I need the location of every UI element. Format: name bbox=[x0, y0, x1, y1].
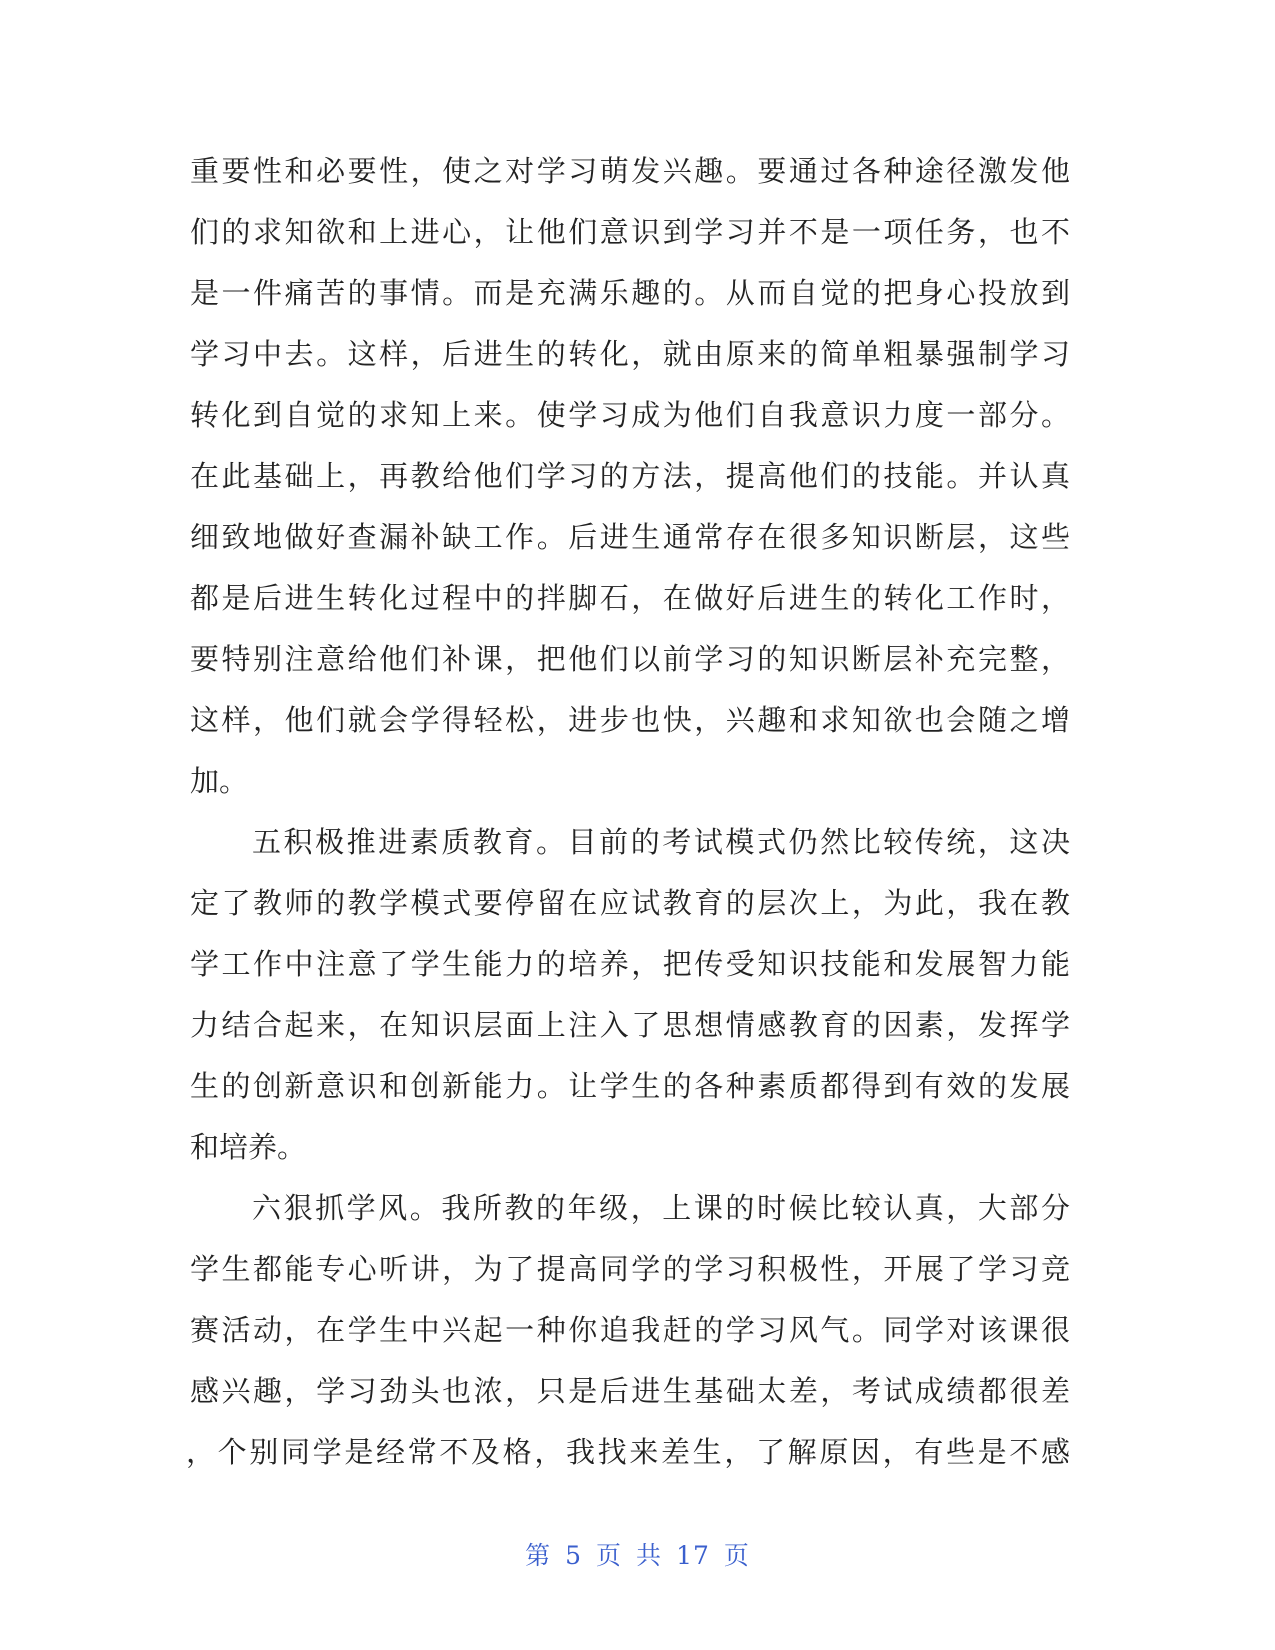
text-line: 在此基础上，再教给他们学习的方法，提高他们的技能。并认真 bbox=[190, 459, 1070, 493]
text-line: 定了教师的教学模式要停留在应试教育的层次上，为此，我在教 bbox=[190, 886, 1070, 920]
text-line-paragraph-start: 六狠抓学风。我所教的年级，上课的时候比较认真，大部分 bbox=[252, 1191, 1070, 1225]
text-line: 要特别注意给他们补课，把他们以前学习的知识断层补充完整， bbox=[190, 642, 1070, 676]
text-line-paragraph-end: 和培养。 bbox=[190, 1130, 307, 1164]
text-line: 们的求知欲和上进心，让他们意识到学习并不是一项任务，也不 bbox=[190, 215, 1070, 249]
footer-label-total: 共 bbox=[636, 1541, 663, 1570]
document-body bbox=[186, 141, 1070, 1483]
text-line-paragraph-end: 加。 bbox=[190, 764, 249, 798]
footer-label-total-unit: 页 bbox=[723, 1541, 750, 1570]
text-line: ，个别同学是经常不及格，我找来差生，了解原因，有些是不感 bbox=[186, 1435, 1070, 1469]
text-line: 是一件痛苦的事情。而是充满乐趣的。从而自觉的把身心投放到 bbox=[190, 276, 1070, 310]
current-page-number: 5 bbox=[565, 1541, 583, 1570]
text-line: 感兴趣，学习劲头也浓，只是后进生基础太差，考试成绩都很差 bbox=[190, 1374, 1070, 1408]
text-line: 生的创新意识和创新能力。让学生的各种素质都得到有效的发展 bbox=[190, 1069, 1070, 1103]
text-line: 重要性和必要性，使之对学习萌发兴趣。要通过各种途径激发他 bbox=[190, 154, 1070, 188]
total-pages-number: 17 bbox=[676, 1541, 710, 1570]
text-line: 赛活动，在学生中兴起一种你追我赶的学习风气。同学对该课很 bbox=[190, 1313, 1070, 1347]
text-line: 这样，他们就会学得轻松，进步也快，兴趣和求知欲也会随之增 bbox=[190, 703, 1070, 737]
text-line: 学生都能专心听讲，为了提高同学的学习积极性，开展了学习竞 bbox=[190, 1252, 1070, 1286]
text-line: 学工作中注意了学生能力的培养，把传受知识技能和发展智力能 bbox=[190, 947, 1070, 981]
text-line: 都是后进生转化过程中的拌脚石，在做好后进生的转化工作时， bbox=[190, 581, 1070, 615]
text-line-paragraph-start: 五积极推进素质教育。目前的考试模式仍然比较传统，这决 bbox=[252, 825, 1070, 859]
text-line: 转化到自觉的求知上来。使学习成为他们自我意识力度一部分。 bbox=[190, 398, 1070, 432]
text-line: 力结合起来，在知识层面上注入了思想情感教育的因素，发挥学 bbox=[190, 1008, 1070, 1042]
footer-label-page-unit: 页 bbox=[596, 1541, 623, 1570]
footer-label-page: 第 bbox=[525, 1541, 552, 1570]
text-line: 学习中去。这样，后进生的转化，就由原来的简单粗暴强制学习 bbox=[190, 337, 1070, 371]
page-footer bbox=[0, 1536, 1275, 1572]
text-line: 细致地做好查漏补缺工作。后进生通常存在很多知识断层，这些 bbox=[190, 520, 1070, 554]
